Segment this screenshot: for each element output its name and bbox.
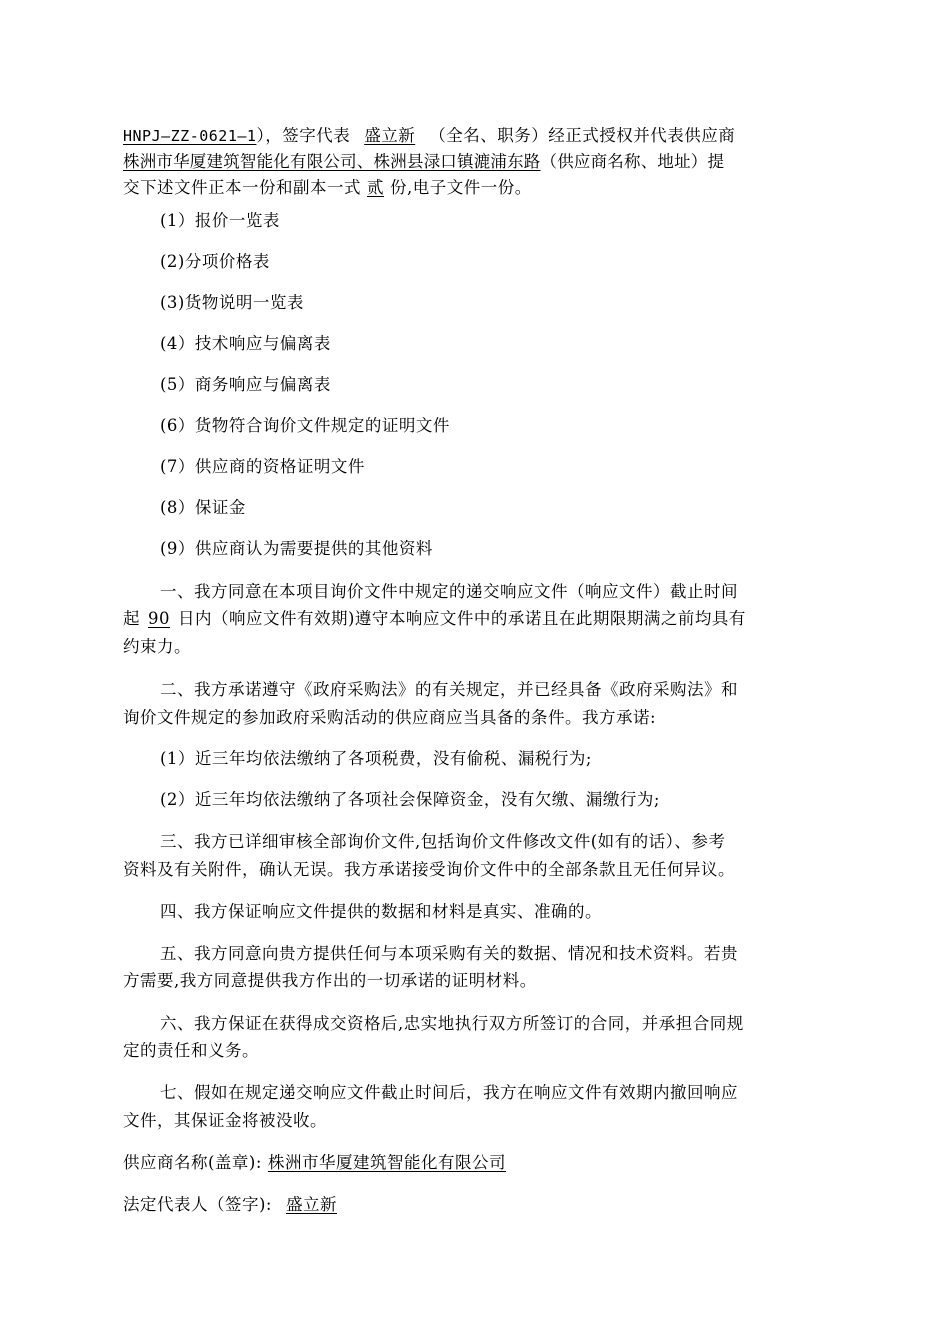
para-2-line-2: 询价文件规定的参加政府采购活动的供应商应当具备的条件。我方承诺:	[123, 708, 657, 727]
intro-line-2	[123, 152, 831, 172]
copies-count: 贰	[367, 178, 384, 197]
para-6-line-1: 六、我方保证在获得成交资格后,忠实地执行双方所签订的合同，并承担合同规	[160, 1014, 744, 1033]
para-1-line-1: 一、我方同意在本项目询价文件中规定的递交响应文件（响应文件）截止时间	[160, 582, 738, 601]
list-item: (1）报价一览表	[160, 211, 280, 230]
para-4-line-1: 四、我方保证响应文件提供的数据和材料是真实、准确的。	[160, 902, 602, 921]
intro-text: ），签字代表	[256, 126, 351, 145]
list-item: (2)分项价格表	[160, 252, 270, 271]
list-item: (8）保证金	[160, 498, 246, 517]
para-7-line-2: 文件，其保证金将被没收。	[123, 1111, 327, 1130]
list-item: (9）供应商认为需要提供的其他资料	[160, 539, 433, 558]
para-1-line-2	[123, 609, 831, 629]
list-item: (4）技术响应与偏离表	[160, 334, 331, 353]
para-2-line-1: 二、我方承诺遵守《政府采购法》的有关规定，并已经具备《政府采购法》和	[160, 680, 738, 699]
intro-text: 份,电子文件一份。	[390, 178, 532, 197]
list-item: (7）供应商的资格证明文件	[160, 457, 365, 476]
para-7-line-1: 七、假如在规定递交响应文件截止时间后，我方在响应文件有效期内撤回响应	[160, 1083, 738, 1102]
list-item: (5）商务响应与偏离表	[160, 375, 331, 394]
intro-text: （供应商名称、地址）提	[540, 152, 725, 171]
intro-text: （全名、职务）经正式授权并代表供应商	[429, 126, 736, 145]
supplier-seal-value: 株洲市华厦建筑智能化有限公司	[267, 1153, 506, 1172]
supplier-signature-line	[123, 1153, 831, 1173]
supplier-name-address: 株洲市华厦建筑智能化有限公司、株洲县渌口镇漉浦东路	[123, 152, 541, 171]
list-item: (6）货物符合询价文件规定的证明文件	[160, 416, 450, 435]
intro-line-1	[123, 126, 831, 146]
list-item: (3)货物说明一览表	[160, 293, 304, 312]
validity-days: 90	[148, 609, 170, 628]
legal-rep-value: 盛立新	[286, 1195, 337, 1214]
signing-rep-name: 盛立新	[364, 126, 416, 145]
para-1-line-3: 约束力。	[123, 637, 191, 656]
para-3-line-1: 三、我方已详细审核全部询价文件,包括询价文件修改文件(如有的话）、参考	[160, 832, 726, 851]
para-text: 日内（响应文件有效期)遵守本响应文件中的承诺且在此期限期满之前均具有	[178, 609, 746, 628]
para-3-line-2: 资料及有关附件，确认无误。我方承诺接受询价文件中的全部条款且无任何异议。	[123, 860, 735, 879]
para-6-line-2: 定的责任和义务。	[123, 1041, 259, 1060]
para-5-line-2: 方需要,我方同意提供我方作出的一切承诺的证明材料。	[123, 971, 537, 990]
rep-signature-line	[123, 1195, 831, 1215]
intro-line-3	[123, 178, 831, 198]
project-code: HNPJ—ZZ-0621—1	[123, 127, 257, 145]
commitment-item: (1）近三年均依法缴纳了各项税费，没有偷税、漏税行为;	[160, 749, 592, 768]
commitment-item: (2）近三年均依法缴纳了各项社会保障资金，没有欠缴、漏缴行为;	[160, 790, 660, 809]
para-text: 起	[123, 609, 140, 628]
legal-rep-label: 法定代表人（签字):	[123, 1195, 272, 1214]
intro-text: 交下述文件正本一份和副本一式	[123, 178, 361, 197]
supplier-seal-label: 供应商名称(盖章):	[123, 1153, 262, 1172]
para-5-line-1: 五、我方同意向贵方提供任何与本项采购有关的数据、情况和技术资料。若贵	[160, 944, 738, 963]
